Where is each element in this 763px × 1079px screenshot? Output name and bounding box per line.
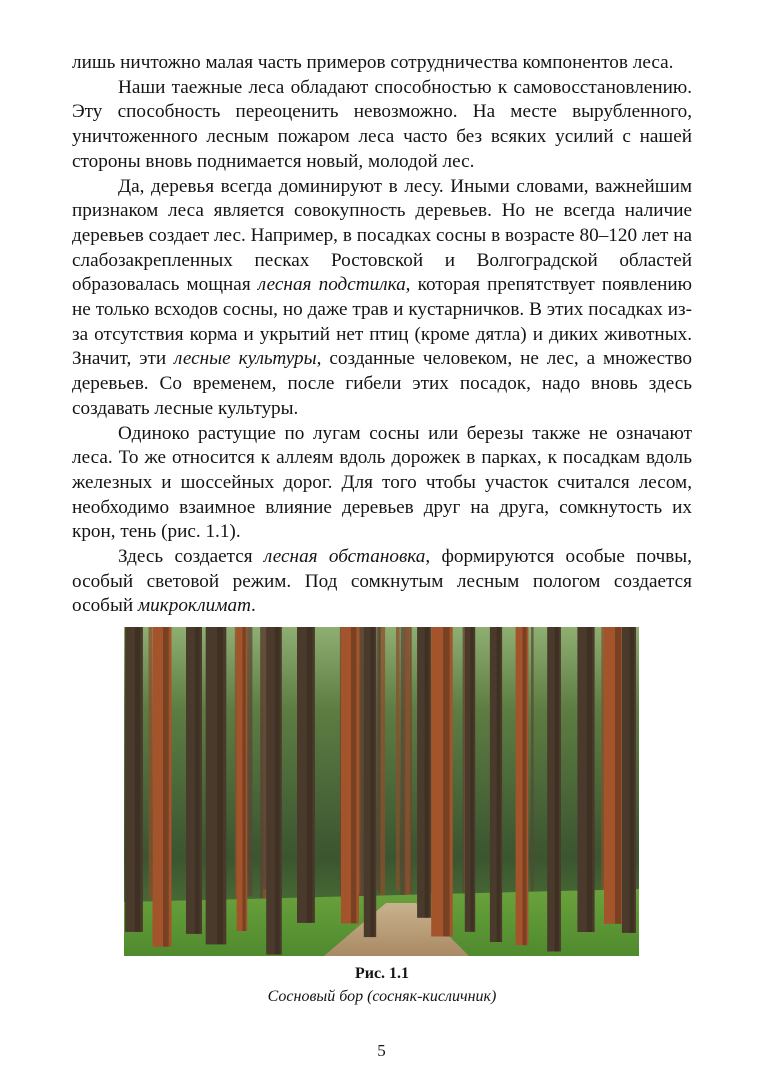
pine-trunk — [206, 627, 227, 944]
text-run: , которая препятствует появлению не только всходов сосны, но даже трав и кустарничков. В этих посадках из-за отсутствия корма и укрытий нет птиц (кроме дятла) и диких животных. Значит, эти — [72, 274, 692, 370]
paragraph — [72, 76, 692, 175]
text-run: лишь ничтожно малая часть примеров сотрудничества компонентов леса. — [72, 52, 674, 73]
text-run: Да, деревья всегда доминируют в лесу. Иными словами, важнейшим признаком леса является совокупность деревьев. Но не всегда наличие деревьев создает лес. Например, в посадках сосны в возрасте 80–120 лет на слабозакрепленных песках Ростовской и Волгоградской областей образовалась мощная — [72, 175, 692, 296]
pine-forest-photo — [124, 627, 639, 956]
background-trunk — [149, 627, 153, 899]
pine-trunk — [417, 627, 431, 918]
trunk-shade — [371, 627, 375, 937]
text-run: , формируются особые почвы, особый световой режим. Под сомкнутым лесным пологом создается особый — [72, 546, 692, 617]
trunk-shade — [243, 627, 246, 931]
pine-trunk — [364, 627, 376, 937]
paragraph — [72, 51, 692, 76]
trunk-shade — [163, 627, 169, 947]
background-trunk — [531, 627, 534, 891]
trunk-shade — [195, 627, 200, 934]
trunk-shade — [307, 627, 312, 923]
background-trunk — [380, 627, 385, 900]
pine-trunk — [125, 627, 143, 932]
pine-trunk — [547, 627, 561, 952]
background-trunk — [405, 627, 411, 898]
italic-term: лесная обстановка — [263, 546, 426, 568]
trunk-shade — [555, 627, 559, 952]
figure-photo — [124, 627, 639, 956]
text-run: Одиноко растущие по лугам сосны или березы также не означают леса. То же относится к аллеям вдоль дорожек в парках, к посадкам вдоль железных и шоссейных дорог. Для того чтобы участок считался лесом, необходимо взаимное влияние деревьев друг на друга, сомкнутость их крон, тень (рис. 1.1). — [72, 422, 692, 543]
trunk-shade — [523, 627, 527, 945]
background-trunk — [247, 627, 253, 896]
trunk-shade — [275, 627, 280, 955]
pine-trunk — [465, 627, 475, 932]
background-trunk — [378, 627, 380, 893]
paragraph — [72, 175, 692, 422]
trunk-shade — [615, 627, 621, 924]
trunk-shade — [497, 627, 501, 942]
trunk-shade — [630, 627, 634, 933]
figure-title: Рис. 1.1 — [354, 965, 410, 982]
paragraph — [72, 545, 692, 619]
trunk-shade — [425, 627, 429, 918]
trunk-shade — [471, 627, 474, 932]
page-number: 5 — [377, 1041, 386, 1060]
trunk-shade — [443, 627, 450, 937]
text-run: Наши таежные леса обладают способностью к самовосстановлению. Эту способность переоценить невозможно. На месте вырубленного, уничтоженного лесным пожаром леса часто без всяких усилий с нашей стороны вновь поднимается новый, молодой лес. — [72, 76, 692, 172]
paragraph — [72, 422, 692, 546]
pine-trunk — [516, 627, 529, 945]
trunk-shade — [135, 627, 140, 932]
trunk-shade — [351, 627, 356, 923]
italic-term: лесная подстилка — [257, 274, 406, 296]
trunk-shade — [217, 627, 223, 944]
italic-term: микроклимат — [137, 595, 251, 617]
background-trunk — [396, 627, 400, 891]
text-run: . — [250, 595, 256, 617]
italic-term: лесные культуры — [174, 348, 317, 370]
trunk-shade — [587, 627, 592, 932]
text-run: , созданные человеком, не лес, а множество деревьев. Со временем, после гибели этих посадок, надо вновь здесь создавать лесные культуры. — [72, 348, 692, 419]
body-text — [72, 51, 692, 619]
figure-caption: Сосновый бор (сосняк-кисличник) — [267, 988, 497, 1005]
pine-trunk — [237, 627, 248, 931]
text-run: Здесь создается — [118, 546, 264, 568]
